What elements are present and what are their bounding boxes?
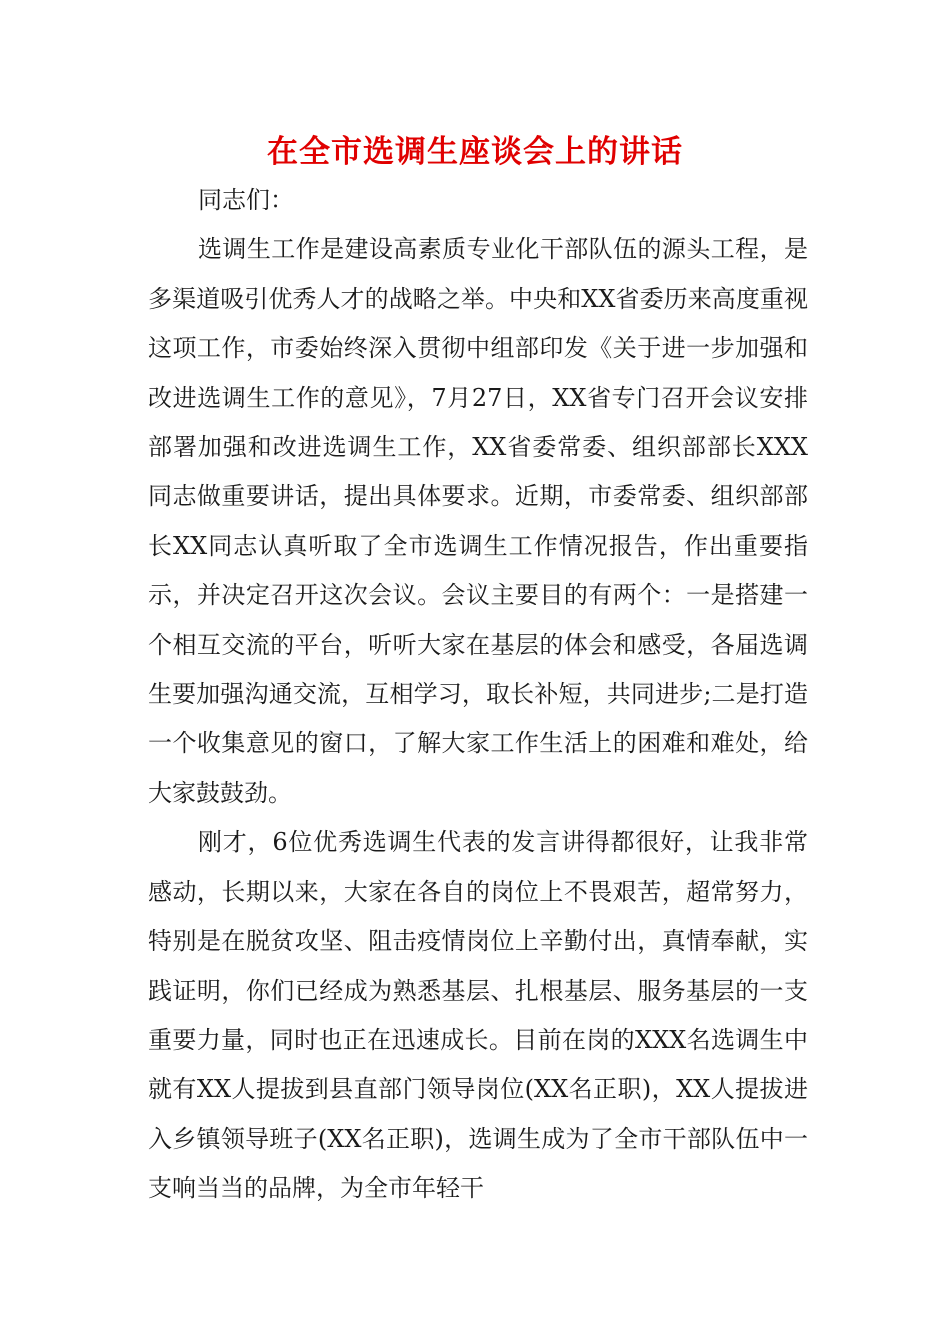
document-body <box>148 176 808 1214</box>
paragraph-1: 选调生工作是建设高素质专业化干部队伍的源头工程，是多渠道吸引优秀人才的战略之举。中央和XX省委历来高度重视这项工作，市委始终深入贯彻中组部印发《关于进一步加强和改进选调生工作的意见》，7月27日，XX省专门召开会议安排部署加强和改进选调生工作，XX省委常委、组织部部长XXX同志做重要讲话，提出具体要求。近期，市委常委、组织部部长XX同志认真听取了全市选调生工作情况报告，作出重要指示，并决定召开这次会议。会议主要目的有两个：一是搭建一个相互交流的平台，听听大家在基层的体会和感受，各届选调生要加强沟通交流，互相学习，取长补短，共同进步;二是打造一个收集意见的窗口，了解大家工作生活上的困难和难处，给大家鼓鼓劲。 <box>148 235 808 807</box>
paragraph-2: 刚才，6位优秀选调生代表的发言讲得都很好，让我非常感动，长期以来，大家在各自的岗位上不畏艰苦，超常努力，特别是在脱贫攻坚、阻击疫情岗位上辛勤付出，真情奉献，实践证明，你们已经成为熟悉基层、扎根基层、服务基层的一支重要力量，同时也正在迅速成长。目前在岗的XXX名选调生中就有XX人提拔到县直部门领导岗位(XX名正职)，XX人提拔进入乡镇领导班子(XX名正职)，选调生成为了全市干部队伍中一支响当当的品牌，为全市年轻干 <box>148 828 808 1203</box>
document-title: 在全市选调生座谈会上的讲话 <box>267 134 683 170</box>
salutation: 同志们： <box>198 186 294 214</box>
